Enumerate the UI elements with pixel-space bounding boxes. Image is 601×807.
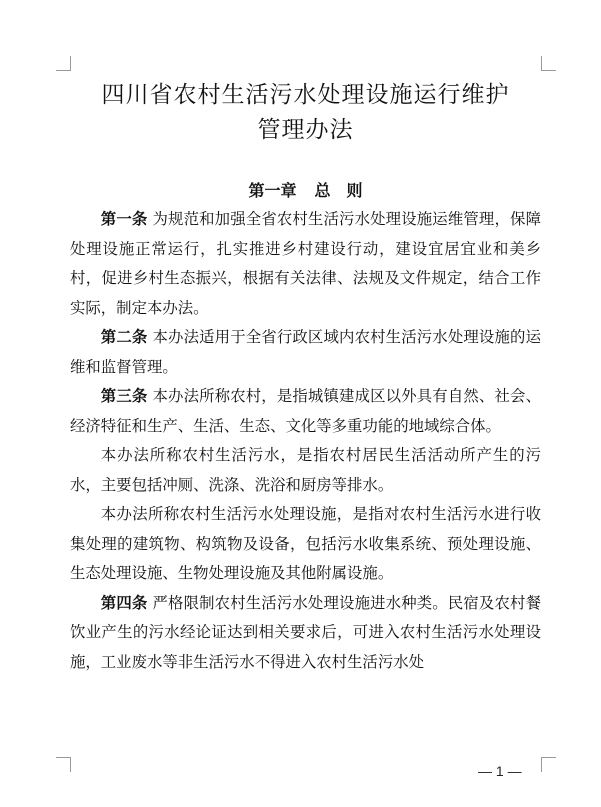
- chapter-number: 第一章: [248, 181, 297, 200]
- article-label: 第一条: [100, 210, 148, 228]
- paragraph-article-3-rural-sewage: [70, 441, 541, 500]
- page-corner-mark-top-right: [541, 56, 556, 71]
- paragraph-article-1: [70, 205, 541, 323]
- document-title-line-1: 四川省农村生活污水处理设施运行维护: [101, 82, 510, 108]
- page-number: — 1 —: [478, 763, 522, 779]
- paragraph-article-4: [70, 589, 541, 678]
- document-body: [70, 205, 541, 677]
- paragraph-text: 本办法所称农村生活污水，是指农村居民生活活动所产生的污水，主要包括冲厕、洗涤、洗浴和厨房等排水。: [70, 446, 541, 494]
- paragraph-article-2: [70, 323, 541, 382]
- chapter-heading: [70, 178, 541, 201]
- article-label: 第二条: [100, 328, 148, 346]
- paragraph-text: 为规范和加强全省农村生活污水处理设施运维管理，保障处理设施正常运行，扎实推进乡村建设行动，建设宜居宜业和美乡村，促进乡村生态振兴，根据有关法律、法规及文件规定，结合工作实际，制定本办法。: [70, 210, 541, 317]
- paragraph-text: 本办法所称农村，是指城镇建成区以外具有自然、社会、经济特征和生产、生活、生态、文化等多重功能的地域综合体。: [70, 387, 541, 435]
- document-title-line-2: 管理办法: [257, 117, 354, 143]
- paragraph-text: 本办法所称农村生活污水处理设施，是指对农村生活污水进行收集处理的建筑物、构筑物及设备，包括污水收集系统、预处理设施、生态处理设施、生物处理设施及其他附属设施。: [70, 505, 541, 582]
- page-corner-mark-bottom-left: [56, 757, 71, 772]
- paragraph-article-3-treatment-facilities: [70, 500, 541, 589]
- article-label: 第三条: [100, 387, 148, 405]
- article-label: 第四条: [100, 593, 148, 612]
- paragraph-article-3: [70, 382, 541, 441]
- page-corner-mark-top-left: [56, 56, 71, 71]
- paragraph-text: 本办法适用于全省行政区域内农村生活污水处理设施的运维和监督管理。: [70, 328, 541, 376]
- chapter-name: 总 则: [314, 181, 363, 200]
- page-corner-mark-bottom-right: [541, 757, 556, 772]
- paragraph-text: 严格限制农村生活污水处理设施进水种类。民宿及农村餐饮业产生的污水经论证达到相关要求后，可进入农村生活污水处理设施，工业废水等非生活污水不得进入农村生活污水处: [70, 593, 541, 671]
